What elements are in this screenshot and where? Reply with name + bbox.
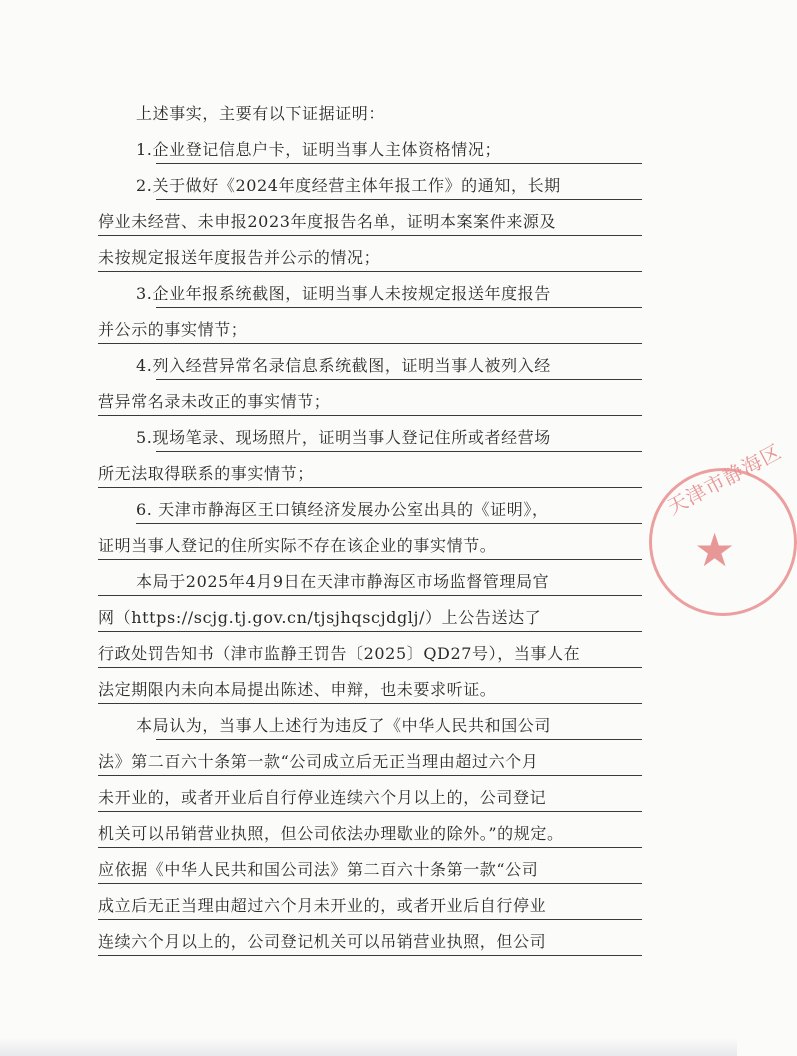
scan-edge bbox=[0, 1038, 737, 1056]
document-line: 所无法取得联系的事实情节； bbox=[98, 456, 642, 492]
document-line: 2.关于做好《2024年度经营主体年报工作》的通知，长期 bbox=[98, 168, 642, 204]
official-seal bbox=[649, 439, 797, 616]
document-line: 本局认为，当事人上述行为违反了《中华人民共和国公司 bbox=[98, 708, 642, 744]
document-body bbox=[98, 96, 642, 960]
document-line: 6. 天津市静海区王口镇经济发展办公室出具的《证明》， bbox=[98, 492, 642, 528]
document-line: 连续六个月以上的，公司登记机关可以吊销营业执照，但公司 bbox=[98, 924, 642, 960]
document-line: 网（https://scjg.tj.gov.cn/tjsjhqscjdglj/）上公告送达了 bbox=[98, 600, 642, 636]
document-line: 行政处罚告知书（津市监静王罚告〔2025〕QD27号），当事人在 bbox=[98, 636, 642, 672]
document-line: 法》第二百六十条第一款“公司成立后无正当理由超过六个月 bbox=[98, 744, 642, 780]
document-line: 并公示的事实情节； bbox=[98, 312, 642, 348]
document-line: 1.企业登记信息户卡，证明当事人主体资格情况； bbox=[98, 132, 642, 168]
document-line: 本局于2025年4月9日在天津市静海区市场监督管理局官 bbox=[98, 564, 642, 600]
star-icon: ★ bbox=[694, 523, 736, 577]
document-line: 停业未经营、未申报2023年度报告名单，证明本案案件来源及 bbox=[98, 204, 642, 240]
document-line: 营异常名录未改正的事实情节； bbox=[98, 384, 642, 420]
document-line: 5.现场笔录、现场照片，证明当事人登记住所或者经营场 bbox=[98, 420, 642, 456]
document-line: 未按规定报送年度报告并公示的情况； bbox=[98, 240, 642, 276]
document-line: 4.列入经营异常名录信息系统截图，证明当事人被列入经 bbox=[98, 348, 642, 384]
document-line: 法定期限内未向本局提出陈述、申辩，也未要求听证。 bbox=[98, 672, 642, 708]
official-seal-text: 天津市静海区 bbox=[663, 439, 786, 520]
document-line: 应依据《中华人民共和国公司法》第二百六十条第一款“公司 bbox=[98, 852, 642, 888]
document-line: 机关可以吊销营业执照，但公司依法办理歇业的除外。”的规定。 bbox=[98, 816, 642, 852]
document-line: 成立后无正当理由超过六个月未开业的，或者开业后自行停业 bbox=[98, 888, 642, 924]
document-line: 证明当事人登记的住所实际不存在该企业的事实情节。 bbox=[98, 528, 642, 564]
document-line: 未开业的，或者开业后自行停业连续六个月以上的，公司登记 bbox=[98, 780, 642, 816]
document-line: 上述事实，主要有以下证据证明： bbox=[136, 104, 386, 123]
document-line: 3.企业年报系统截图，证明当事人未按规定报送年度报告 bbox=[98, 276, 642, 312]
